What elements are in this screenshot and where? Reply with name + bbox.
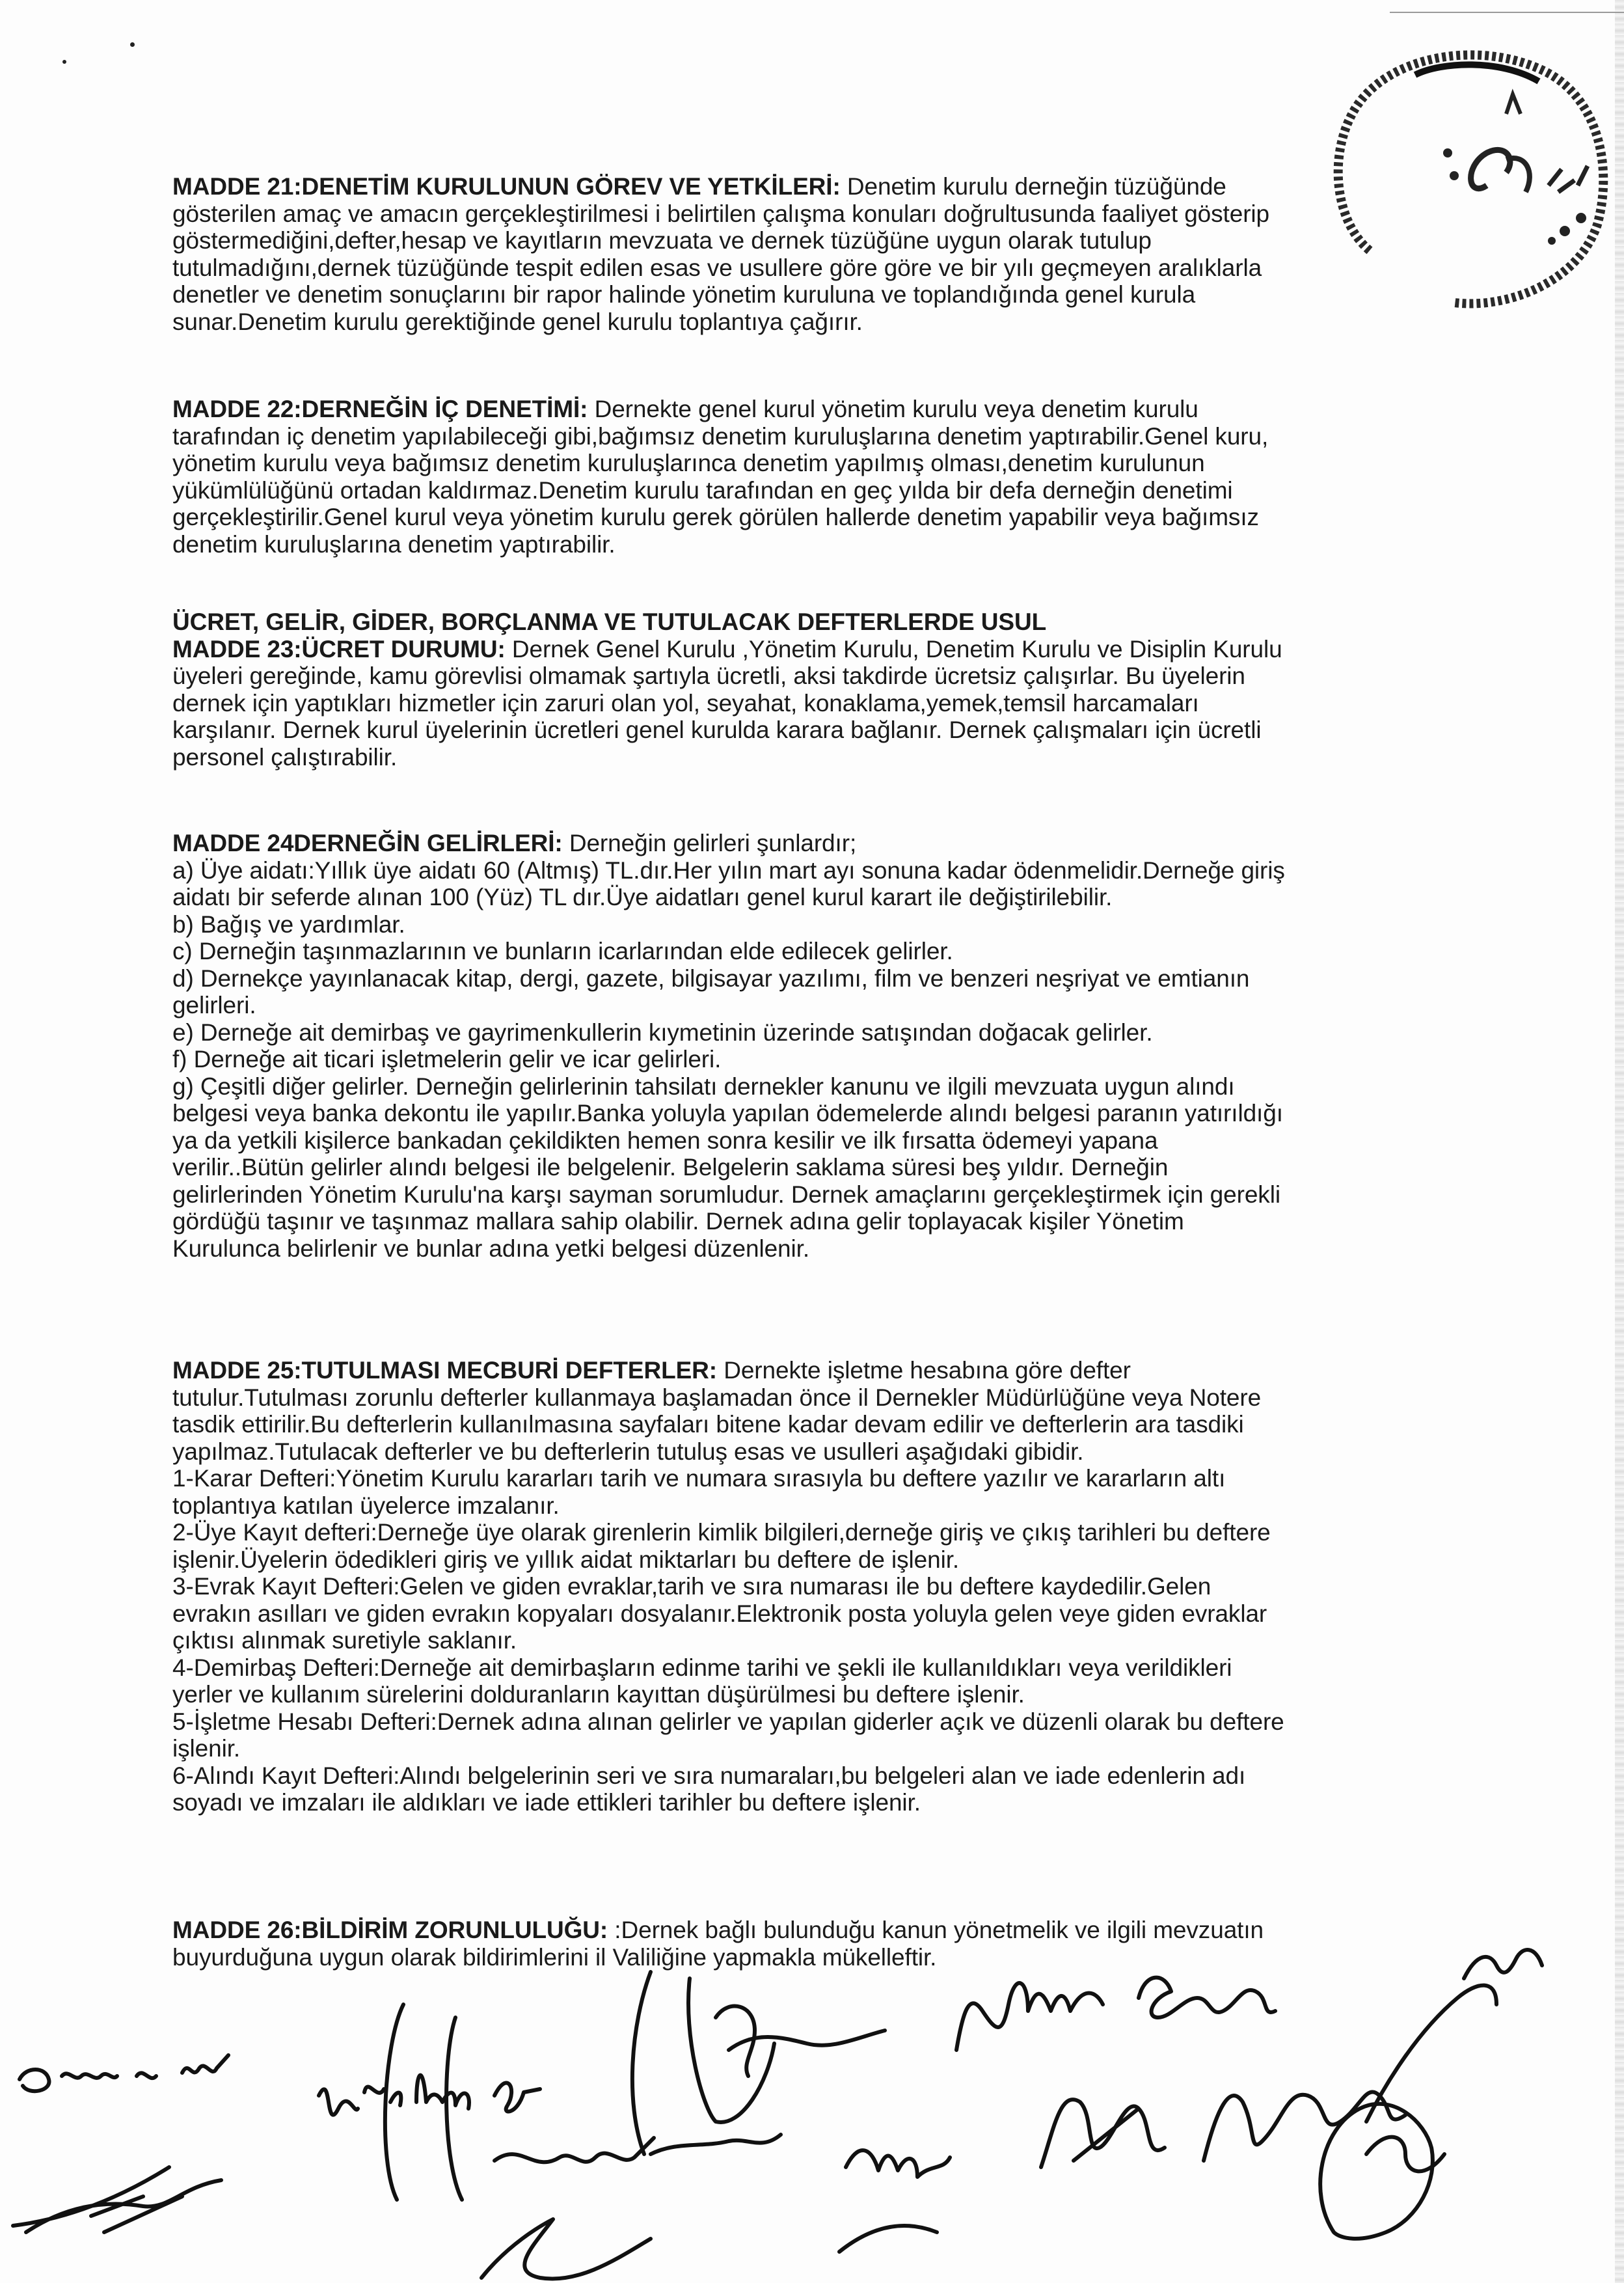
article-line: göstermediğini,defter,hesap ve kayıtların mevzuata ve dernek tüzüğüne uygun olarak tutulup bbox=[172, 227, 1152, 254]
article-line: belgesi veya banka dekontu ile yapılır.Banka yoluyla yapılan ödemelerde alındı belgesi paranın yatırıldığı bbox=[172, 1100, 1283, 1127]
seal-dot bbox=[1560, 226, 1570, 236]
article-line: yapılmaz.Tutulacak defterler ve bu defterlerin tutuluş esas ve usulleri aşağıdaki gibidir. bbox=[172, 1438, 1084, 1465]
scan-speck bbox=[130, 42, 135, 47]
article-line: işlenir.Üyelerin ödedikleri giriş ve yıllık aidat miktarları bu deftere de işlenir. bbox=[172, 1546, 960, 1573]
article-line: MADDE 25:TUTULMASI MECBURİ DEFTERLER: Dernekte işletme hesabına göre defter bbox=[172, 1357, 1131, 1384]
article-22 bbox=[172, 396, 1474, 558]
article-line: f) Derneğe ait ticari işletmelerin gelir ve icar gelirleri. bbox=[172, 1046, 722, 1073]
article-24 bbox=[172, 830, 1474, 1262]
article-line: denetler ve denetim sonuçlarını bir rapor halinde yönetim kuruluna ve toplandığında genel kurula bbox=[172, 281, 1196, 308]
signature-ertug bbox=[1139, 1978, 1275, 2017]
signature-hale bbox=[319, 2086, 401, 2114]
signature-mustafa bbox=[956, 1983, 1103, 2050]
article-line: sunar.Denetim kurulu gerektiğinde genel kurulu toplantıya çağırır. bbox=[172, 308, 863, 335]
seal-dot bbox=[1450, 171, 1459, 180]
seal-top-arc bbox=[1415, 64, 1539, 81]
seal-lettering-marks bbox=[1506, 94, 1521, 114]
article-line: yerler ve kullanım sürelerini dolduranların kayıttan düşürülmesi bu deftere işlenir. bbox=[172, 1681, 1025, 1708]
signature-kirkiroglu bbox=[416, 2075, 540, 2112]
article-21 bbox=[172, 173, 1474, 335]
article-line: g) Çeşitli diğer gelirler. Derneğin gelirlerinin tahsilatı dernekler kanunu ve ilgili mevzuata uygun alındı bbox=[172, 1073, 1235, 1100]
article-heading: MADDE 25:TUTULMASI MECBURİ DEFTERLER: bbox=[172, 1357, 718, 1384]
article-line: üyeleri gereğinde, kamu görevlisi olmamak şartıyla ücretli, aksi takdirde ücretsiz çalışırlar. Bu üyelerin bbox=[172, 663, 1245, 689]
scan-top-line bbox=[1390, 12, 1624, 13]
scan-speck bbox=[62, 60, 66, 64]
article-line: tarafından iç denetim yapılabileceği gibi,bağımsız denetim kuruluşlarına denetim yaptırabilir.Genel kuru, bbox=[172, 422, 1269, 450]
article-line: d) Dernekçe yayınlanacak kitap, dergi, gazete, bilgisayar yazılımı, film ve benzeri neşriyat ve emtianın bbox=[172, 964, 1250, 992]
article-line: 5-İşletme Hesabı Defteri:Dernek adına alınan gelirler ve yapılan giderler açık ve düzenli olarak bu deftere bbox=[172, 1708, 1284, 1735]
article-line: 1-Karar Defteri:Yönetim Kurulu kararları tarih ve numara sırasıyla bu deftere yazılır ve kararların altı bbox=[172, 1465, 1226, 1492]
signature-alikeser-tail bbox=[839, 2226, 937, 2252]
article-heading: MADDE 26:BİLDİRİM ZORUNLULUĞU: bbox=[172, 1917, 608, 1943]
article-line: 2-Üye Kayıt defteri:Derneğe üye olarak girenlerin kimlik bilgileri,derneğe giriş ve çıkış tarihleri bu deftere bbox=[172, 1519, 1271, 1546]
seal-dot bbox=[1443, 148, 1452, 157]
article-line: tasdik ettirilir.Bu defterlerin kullanılmasına sayfaları bitene kadar devam edilir ve defterlerin ara tasdiki bbox=[172, 1411, 1244, 1438]
article-line: gelirleri. bbox=[172, 992, 256, 1018]
article-25 bbox=[172, 1357, 1474, 1816]
article-line: gerçekleştirilir.Genel kurul veya yönetim kurulu gerek görülen hallerde denetim yapabilir veya bağımsız bbox=[172, 504, 1259, 530]
article-line: MADDE 24DERNEĞİN GELİRLERİ: Derneğin gelirleri şunlardır; bbox=[172, 830, 857, 856]
article-line: tutulur.Tutulması zorunlu defterler kullanmaya başlamadan önce il Dernekler Müdürlüğüne veya Notere bbox=[172, 1384, 1262, 1411]
article-line: e) Derneğe ait demirbaş ve gayrimenkullerin kıymetinin üzerinde satışından doğacak gelirler. bbox=[172, 1018, 1153, 1046]
article-heading: MADDE 24DERNEĞİN GELİRLERİ: bbox=[172, 830, 563, 856]
signature-nilufer-mark bbox=[1041, 2099, 1165, 2167]
article-heading: MADDE 21:DENETİM KURULUNUN GÖREV VE YETKİLERİ: bbox=[172, 173, 841, 200]
signature-center-tall bbox=[632, 1972, 774, 2154]
article-line: yükümlülüğünü ortadan kaldırmaz.Denetim kurulu tarafından en geç yılda bir defa derneğin denetimi bbox=[172, 476, 1233, 504]
article-line: karşılanır. Dernek kurul üyelerinin ücretleri genel kurulda karara bağlanır. Dernek çalışmaları için ücretli bbox=[172, 717, 1262, 743]
round-seal-stamp bbox=[1292, 36, 1617, 316]
signature-scribble bbox=[13, 2167, 221, 2232]
seal-emblem bbox=[1471, 150, 1510, 188]
article-line: denetim kuruluşlarına denetim yaptırabilir. bbox=[172, 530, 616, 558]
article-line: b) Bağış ve yardımlar. bbox=[172, 910, 405, 938]
article-line: a) Üye aidatı:Yıllık üye aidatı 60 (Altmış) TL.dır.Her yılın mart ayı sonuna kadar ödenmelidir.Derneğe giriş bbox=[172, 856, 1285, 884]
article-line: MADDE 26:BİLDİRİM ZORUNLULUĞU: :Dernek bağlı bulunduğu kanun yönetmelik ve ilgili mevzuatın bbox=[172, 1917, 1264, 1943]
article-heading: MADDE 23:ÜCRET DURUMU: bbox=[172, 635, 506, 663]
signature-right-top bbox=[1366, 1950, 1542, 2122]
article-line: toplantıya katılan üyelerce imzalanır. bbox=[172, 1492, 560, 1519]
article-heading: MADDE 22:DERNEĞİN İÇ DENETİMİ: bbox=[172, 396, 588, 422]
seal-lettering-marks bbox=[1549, 166, 1588, 192]
article-23 bbox=[172, 608, 1474, 771]
article-line: dernek için yaptıkları hizmetler için zaruri olan yol, seyahat, konaklama,yemek,temsil harcamaları bbox=[172, 689, 1199, 717]
signature-osman-tail bbox=[182, 2055, 228, 2073]
article-line: gösterilen amaç ve amacın gerçekleştirilmesi i belirtilen çalışma konuları doğrultusunda faaliyet gösterip bbox=[172, 200, 1270, 227]
article-line: Kurulunca belirlenir ve bunlar adına yetki belgesi düzenlenir. bbox=[172, 1235, 810, 1262]
article-line: 3-Evrak Kayıt Defteri:Gelen ve giden evraklar,tarih ve sıra numarası ile bu deftere kaydedilir.Gelen bbox=[172, 1573, 1211, 1600]
signature-alikeser bbox=[846, 2150, 950, 2177]
article-line: personel çalıştırabilir. bbox=[172, 743, 398, 771]
seal-dot bbox=[1548, 237, 1556, 245]
article-line: gelirlerinden Yönetim Kurulu'na karşı sayman sorumludur. Dernek amaçlarını gerçekleştirmek için gerekli bbox=[172, 1181, 1280, 1208]
article-line: evrakın asılları ve giden evrakın kopyaları dosyalanır.Elektronik posta yoluyla gelen veye giden evraklar bbox=[172, 1600, 1267, 1627]
article-line: MADDE 21:DENETİM KURULUNUN GÖREV VE YETKİLERİ: Denetim kurulu derneğin tüzüğünde bbox=[172, 173, 1226, 200]
article-line: işlenir. bbox=[172, 1735, 241, 1762]
article-line: buyurduğuna uygun olarak bildirimlerini il Valiliğine yapmakla mükelleftir. bbox=[172, 1943, 937, 1971]
article-line: tutulmadığını,dernek tüzüğünde tespit edilen esas ve usullere göre göre ve bir yılı geçmeyen aralıklarla bbox=[172, 254, 1262, 281]
article-line: aidatı bir seferde alınan 100 (Yüz) TL dır.Üye aidatları genel kurul karart ile değiştirilebilir. bbox=[172, 884, 1113, 910]
signature-loop bbox=[481, 2219, 651, 2279]
article-line: MADDE 22:DERNEĞİN İÇ DENETİMİ: Dernekte genel kurul yönetim kurulu veya denetim kurulu bbox=[172, 396, 1198, 422]
article-line: verilir..Bütün gelirler alındı belgesi ile belgelenir. Belgelerin saklama süresi beş yıldır. Derneğin bbox=[172, 1154, 1169, 1181]
article-line: çıktısı alınmak suretiyle saklanır. bbox=[172, 1627, 517, 1654]
article-line: 4-Demirbaş Defteri:Derneğe ait demirbaşların edinme tarihi ve şekli ile kullanıldıkları veya verildikleri bbox=[172, 1654, 1232, 1681]
signatures-area bbox=[0, 1926, 1624, 2283]
article-line: gördüğü taşınır ve taşınmaz mallara sahip olabilir. Dernek adına gelir toplayacak kişiler Yönetim bbox=[172, 1208, 1184, 1235]
article-line: 6-Alındı Kayıt Defteri:Alındı belgelerinin seri ve sıra numaraları,bu belgeleri alan ve iade edenlerin adı bbox=[172, 1762, 1246, 1789]
section-title: ÜCRET, GELİR, GİDER, BORÇLANMA VE TUTULACAK DEFTERLERDE USUL bbox=[172, 608, 1047, 635]
signature-bracket bbox=[385, 2004, 462, 2200]
article-line: ya da yetkili kişilerce bankadan çekildikten hemen sonra kesilir ve ilk fırsatta ödemeyi yapana bbox=[172, 1127, 1158, 1154]
article-line: MADDE 23:ÜCRET DURUMU: Dernek Genel Kurulu ,Yönetim Kurulu, Denetim Kurulu ve Disiplin Kurulu bbox=[172, 635, 1282, 663]
article-line: yönetim kurulu veya bağımsız denetim kuruluşlarınca denetim yapılmış olması,denetim kurulunun bbox=[172, 450, 1205, 476]
seal-dot bbox=[1576, 213, 1586, 223]
article-line: c) Derneğin taşınmazlarının ve bunların icarlarından elde edilecek gelirler. bbox=[172, 938, 953, 964]
article-line: soyadı ve imzaları ile aldıkları ve iade ettikleri tarihler bu deftere işlenir. bbox=[172, 1789, 921, 1816]
signature-osman bbox=[20, 2070, 156, 2091]
